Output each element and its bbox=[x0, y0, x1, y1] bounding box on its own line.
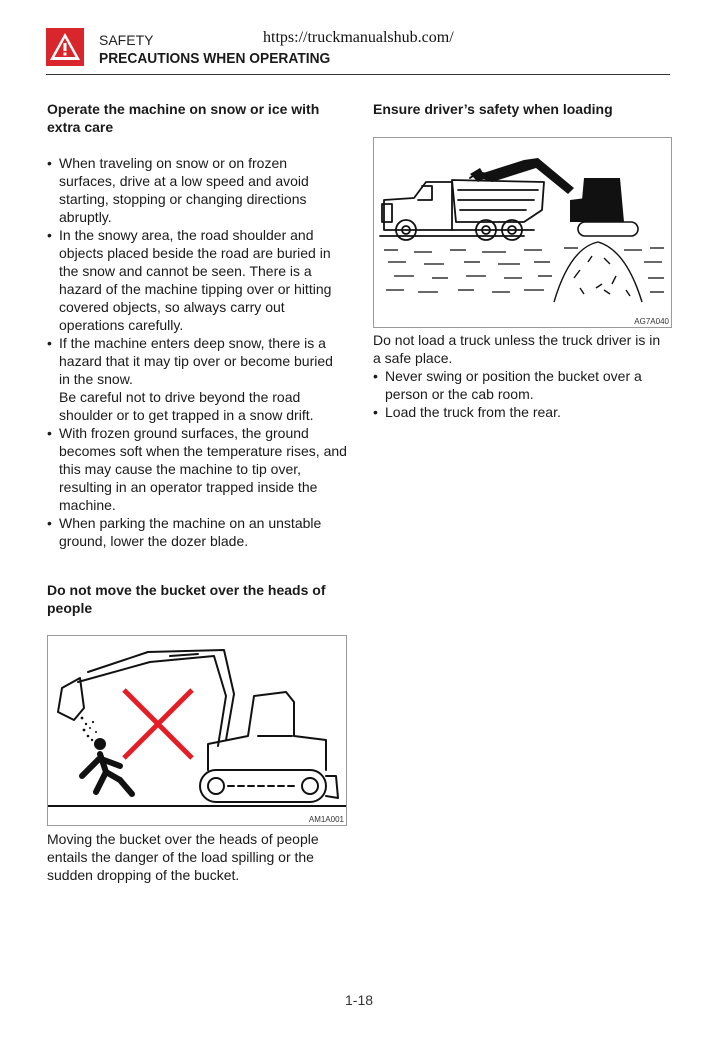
loading-bullet-list bbox=[373, 367, 671, 421]
excavator-illustration bbox=[48, 636, 346, 825]
figure-bucket-over-people bbox=[47, 635, 347, 826]
loading-text-block bbox=[373, 331, 671, 421]
page-title: PRECAUTIONS WHEN OPERATING bbox=[99, 50, 331, 67]
list-item: • Load the truck from the rear. bbox=[373, 403, 671, 421]
bucket-section bbox=[47, 581, 347, 617]
list-item-extra: Be careful not to drive beyond the road shoulder or to get trapped in a snow drift. bbox=[59, 389, 314, 423]
loading-section bbox=[373, 100, 671, 118]
bucket-caption-block bbox=[47, 830, 347, 884]
warning-triangle-icon bbox=[46, 28, 84, 66]
list-item: • With frozen ground surfaces, the ground becomes soft when the temperature rises, and this may cause the machine to tip over, resulting in an operator trapped inside the machine. bbox=[47, 424, 347, 514]
source-url[interactable]: https://truckmanualshub.com/ bbox=[263, 29, 454, 46]
list-item bbox=[47, 334, 347, 424]
bucket-heading: Do not move the bucket over the heads of people bbox=[47, 582, 326, 616]
truck-loading-illustration bbox=[374, 138, 671, 327]
list-item-text: If the machine enters deep snow, there is a hazard that it may tip over or become buried in the snow. bbox=[59, 335, 333, 387]
page-number: 1-18 bbox=[345, 992, 374, 1008]
snow-heading: Operate the machine on snow or ice with extra care bbox=[47, 101, 320, 135]
figure-code: AM1A001 bbox=[308, 815, 344, 824]
figure-code: AG7A040 bbox=[634, 317, 669, 326]
list-item: • Never swing or position the bucket over a person or the cab room. bbox=[373, 367, 671, 403]
snow-bullet-list bbox=[47, 154, 347, 550]
loading-heading: Ensure driver’s safety when loading bbox=[373, 101, 613, 117]
figure-loading-truck bbox=[373, 137, 672, 328]
list-item: • When traveling on snow or on frozen surfaces, drive at a low speed and avoid starting, stopping or changing directions abruptly. bbox=[47, 154, 347, 226]
header-divider bbox=[46, 74, 670, 75]
list-item: • In the snowy area, the road shoulder and objects placed beside the road are buried in the snow and cannot be seen. There is a hazard of the machine tipping over or hitting covered objects, so always carry out operations carefully. bbox=[47, 226, 347, 334]
bucket-caption: Moving the bucket over the heads of people entails the danger of the load spilling or the sudden dropping of the bucket. bbox=[47, 831, 319, 883]
left-column bbox=[47, 100, 347, 550]
list-item: • When parking the machine on an unstable ground, lower the dozer blade. bbox=[47, 514, 347, 550]
section-label: SAFETY bbox=[99, 32, 154, 48]
loading-intro: Do not load a truck unless the truck driver is in a safe place. bbox=[373, 332, 661, 366]
